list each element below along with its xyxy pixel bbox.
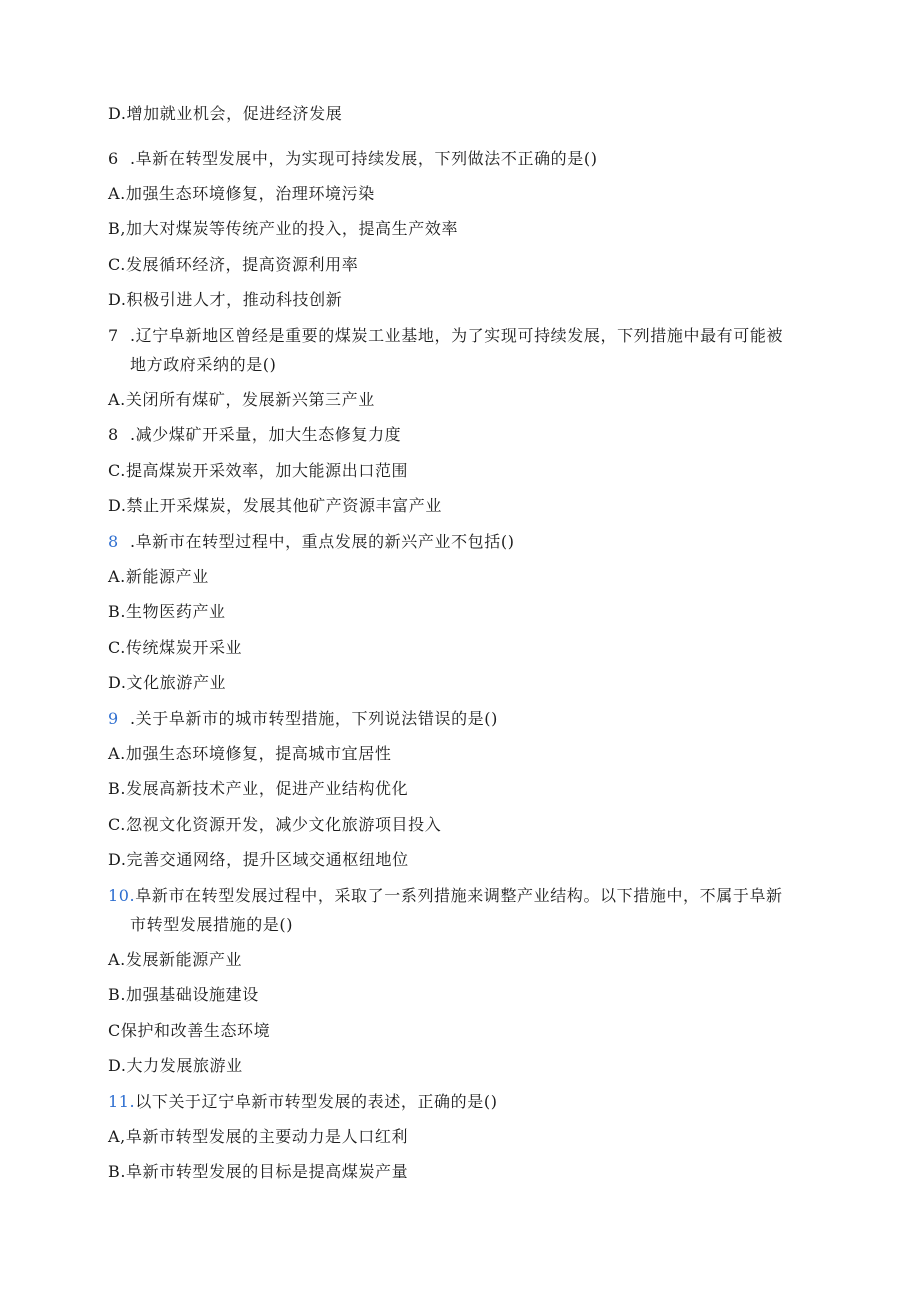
option-a-q6: A.加强生态环境修复，治理环境污染 [108, 184, 375, 203]
option-a-q10: A.发展新能源产业 [108, 950, 243, 969]
option-c-q6: C.发展循环经济，提高资源利用率 [108, 255, 359, 274]
option-d-q6: D.积极引进人才，推动科技创新 [108, 290, 343, 309]
option-d-q8: D.文化旅游产业 [108, 673, 227, 692]
option-d-q10: D.大力发展旅游业 [108, 1056, 243, 1075]
question-6: 6 .阜新在转型发展中，为实现可持续发展，下列做法不正确的是() [108, 149, 598, 168]
question-11: 11.以下关于辽宁阜新市转型发展的表述，正确的是() [108, 1092, 498, 1111]
option-c-q10: C保护和改善生态环境 [108, 1021, 271, 1040]
option-b-q9: B.发展高新技术产业，促进产业结构优化 [108, 779, 409, 798]
option-c-q9: C.忽视文化资源开发，减少文化旅游项目投入 [108, 815, 442, 834]
option-a-q8: A.新能源产业 [108, 567, 209, 586]
question-10: 10.阜新市在转型发展过程中，采取了一系列措施来调整产业结构。以下措施中，不属于阜新 [108, 886, 783, 905]
question-7-continued: 地方政府采纳的是() [130, 355, 277, 374]
option-b-q8: B.生物医药产业 [108, 602, 226, 621]
option-a-q7: A.关闭所有煤矿，发展新兴第三产业 [108, 390, 375, 409]
option-d-q5: D.增加就业机会，促进经济发展 [108, 104, 343, 123]
option-d-q9: D.完善交通网络，提升区域交通枢纽地位 [108, 850, 409, 869]
question-7: 7 .辽宁阜新地区曾经是重要的煤炭工业基地，为了实现可持续发展，下列措施中最有可能被 [108, 326, 784, 345]
option-a-q11: A,阜新市转型发展的主要动力是人口红利 [108, 1127, 409, 1146]
option-b-q11: B.阜新市转型发展的目标是提高煤炭产量 [108, 1162, 409, 1181]
option-a-q9: A.加强生态环境修复，提高城市宜居性 [108, 744, 392, 763]
question-8: 8 .阜新市在转型过程中，重点发展的新兴产业不包括() [108, 532, 515, 551]
option-b-q10: B.加强基础设施建设 [108, 985, 259, 1004]
option-b-q7: 8 .减少煤矿开采量，加大生态修复力度 [108, 425, 402, 444]
question-10-continued: 市转型发展措施的是() [130, 915, 294, 934]
option-b-q6: B,加大对煤炭等传统产业的投入，提高生产效率 [108, 219, 459, 238]
option-d-q7: D.禁止开采煤炭，发展其他矿产资源丰富产业 [108, 496, 442, 515]
option-c-q7: C.提高煤炭开采效率，加大能源出口范围 [108, 461, 409, 480]
option-c-q8: C.传统煤炭开采业 [108, 638, 243, 657]
question-9: 9 .关于阜新市的城市转型措施，下列说法错误的是() [108, 709, 498, 728]
